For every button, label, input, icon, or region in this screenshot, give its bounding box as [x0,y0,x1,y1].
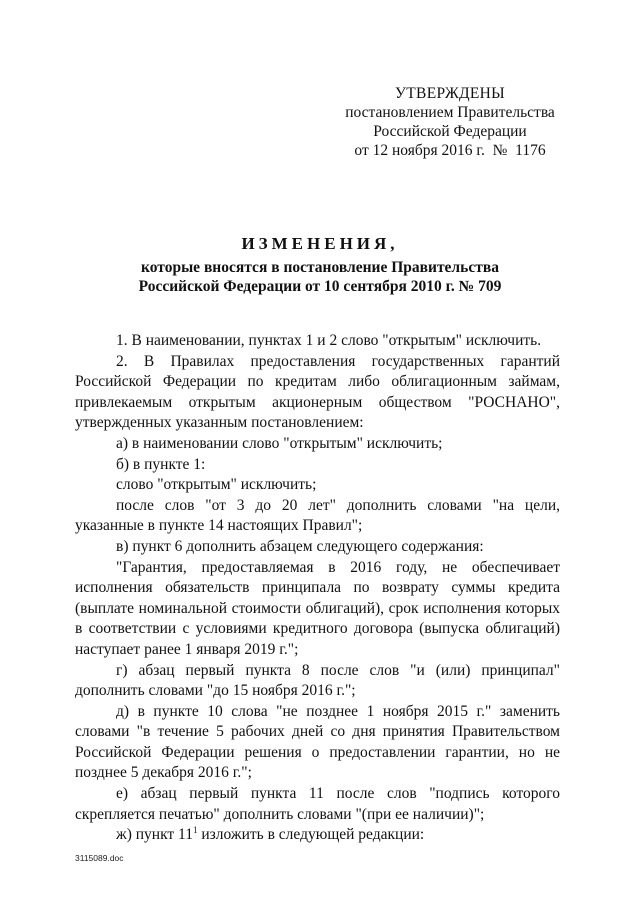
paragraph-2b-after: после слов "от 3 до 20 лет" дополнить словами "на цели, указанные в пункте 14 настоящих Правил"; [75,496,560,535]
paragraph-2zh-end: изложить в следующей редакции: [197,826,425,844]
approval-line-decree: постановлением Правительства [345,104,555,121]
paragraph-2a: а) в наименовании слово "открытым" исключить; [116,434,443,452]
document-subtitle [40,258,600,296]
paragraph-2d: д) в пункте 10 слова "не позднее 1 ноября 2015 г." заменить словами "в течение 5 рабочих дней со дня принятия Правительством Российской Федерации решения о предоставлении гарантии, но не позднее 5 декабря 2016 г."; [75,702,560,782]
footer-filename: 3115089.doc [75,853,124,863]
paragraph-2zh [75,825,560,846]
paragraph-2e: е) абзац первый пункта 11 после слов "подпись которого скрепляется печатью" дополнить словами "(при ее наличии)"; [75,785,560,823]
paragraph-2: 2. В Правилах предоставления государственных гарантий Российской Федерации по кредитам либо облигационным займам, привлекаемым открытым акционерным обществом "РОСНАНО", утвержденных указанным постановлением: [75,352,560,432]
paragraph-1: 1. В наименовании, пунктах 1 и 2 слово "открытым" исключить. [116,332,542,349]
approval-block [300,84,600,160]
document-title: ИЗМЕНЕНИЯ, [241,234,399,253]
subtitle-line-1: которые вносятся в постановление Правительства [141,259,499,276]
paragraph-2v-quote: "Гарантия, предоставляемая в 2016 году, не обеспечивает исполнения обязательств принципала по возврату суммы кредита (выплате номинальной стоимости облигаций), срок исполнения которых в соответствии с условиями кредитного договора (выпуска облигаций) наступает ранее 1 января 2019 г."; [75,558,560,658]
approval-heading: УТВЕРЖДЕНЫ [395,85,505,102]
approval-line-date: от 12 ноября 2016 г. № 1176 [354,142,546,159]
approval-line-country: Российской Федерации [373,123,527,140]
superscript-index: 1 [193,825,198,836]
paragraph-2zh-start: ж) пункт 11 [116,826,193,844]
paragraph-2g: г) абзац первый пункта 8 после слов "и (или) принципал" дополнить словами "до 15 ноября 2016 г."; [75,661,560,700]
paragraph-2b-word: слово "открытым" исключить; [116,476,317,494]
document-body [75,331,560,846]
paragraph-2v: в) пункт 6 дополнить абзацем следующего содержания: [116,537,484,555]
subtitle-line-2: Российской Федерации от 10 сентября 2010 г. № 709 [138,278,502,295]
paragraph-2b: б) в пункте 1: [116,455,206,473]
